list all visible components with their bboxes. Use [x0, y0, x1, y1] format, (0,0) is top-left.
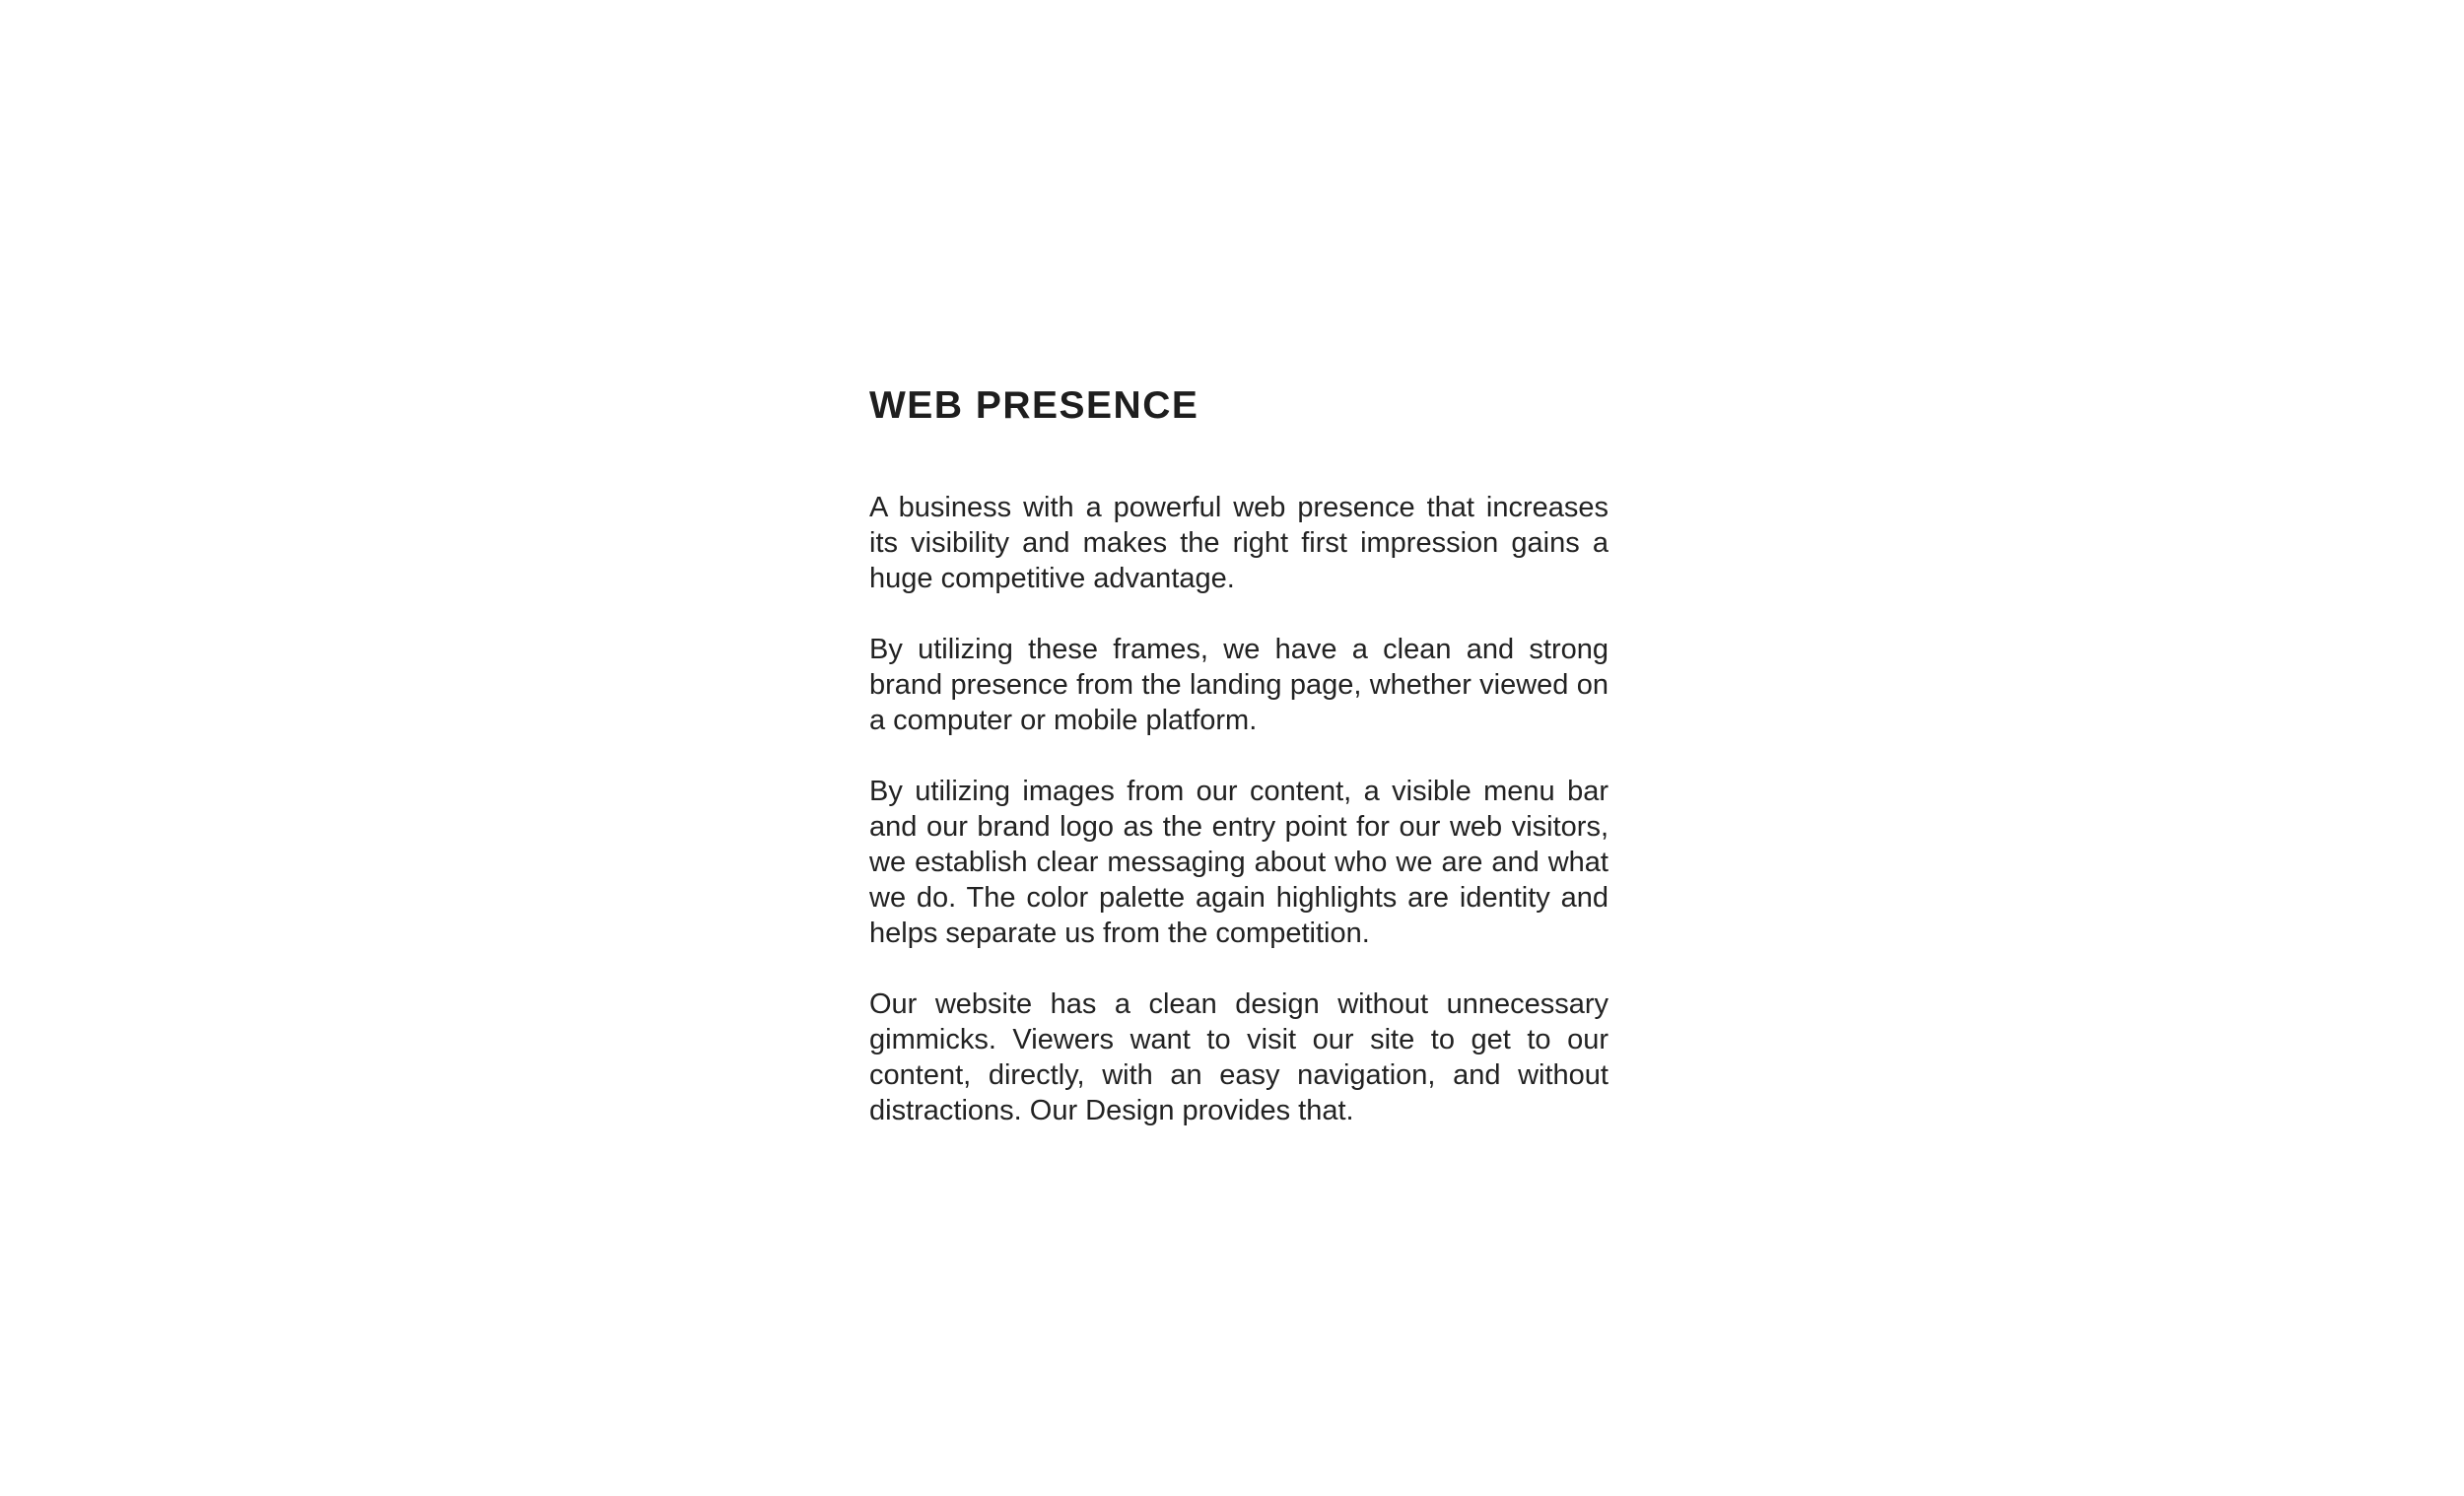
- paragraph-images: By utilizing images from our content, a visible menu bar and our brand logo as the entry point for our web visitors, we establish clear messaging about who we are and what we do. The color palette again highlights are identity and helps separate us from the competition.: [869, 776, 1608, 949]
- text-column: [869, 381, 1608, 1128]
- paragraph-frames: By utilizing these frames, we have a clean and strong brand presence from the landing page, whether viewed on a computer or mobile platform.: [869, 634, 1608, 736]
- paragraph-design: Our website has a clean design without unnecessary gimmicks. Viewers want to visit our site to get to our content, directly, with an easy navigation, and without distractions. Our Design provides that.: [869, 988, 1608, 1126]
- paragraph-intro: A business with a powerful web presence that increases its visibility and makes the right first impression gains a huge competitive advantage.: [869, 492, 1608, 594]
- page-title: WEB PRESENCE: [869, 384, 1199, 427]
